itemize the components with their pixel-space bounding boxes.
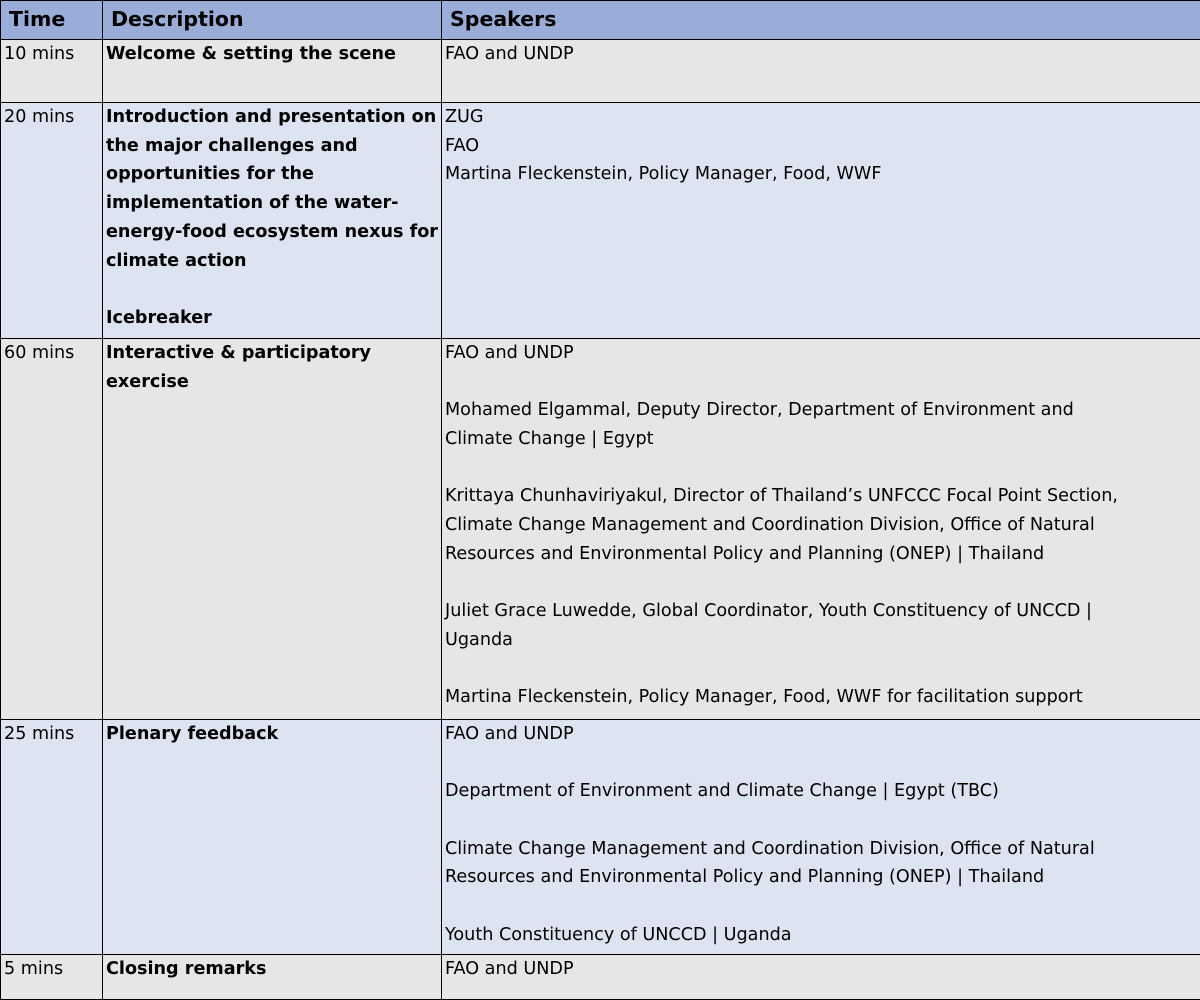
speaker-line: Mohamed Elgammal, Deputy Director, Department of Environment and (445, 396, 1198, 425)
description-line: Welcome & setting the scene (106, 40, 439, 69)
description-cell (103, 103, 442, 339)
speaker-line: Department of Environment and Climate Change | Egypt (TBC) (445, 777, 1198, 806)
description-cell (103, 720, 442, 955)
blank-line (445, 806, 1198, 835)
time-cell: 60 mins (1, 339, 103, 720)
table-row (1, 955, 1200, 1000)
speaker-line: FAO and UNDP (445, 339, 1198, 368)
header-speakers: Speakers (442, 1, 1200, 40)
time-cell: 25 mins (1, 720, 103, 955)
speaker-line: Martina Fleckenstein, Policy Manager, Food, WWF for facilitation support (445, 683, 1198, 712)
description-line: Plenary feedback (106, 720, 439, 749)
speaker-line: FAO and UNDP (445, 40, 1198, 69)
description-line: exercise (106, 368, 439, 397)
description-line: climate action (106, 247, 439, 276)
blank-line (445, 569, 1198, 598)
speaker-line: FAO (445, 132, 1198, 161)
speaker-line: Juliet Grace Luwedde, Global Coordinator, Youth Constituency of UNCCD | (445, 597, 1198, 626)
header-description: Description (103, 1, 442, 40)
blank-line (445, 655, 1198, 684)
description-line: Interactive & participatory (106, 339, 439, 368)
header-time: Time (1, 1, 103, 40)
header-row (1, 1, 1200, 40)
time-cell: 5 mins (1, 955, 103, 1000)
blank-line (445, 749, 1198, 778)
speaker-line: Youth Constituency of UNCCD | Uganda (445, 921, 1198, 950)
description-line: Icebreaker (106, 304, 439, 333)
table-row (1, 339, 1200, 720)
speaker-line: FAO and UNDP (445, 955, 1198, 984)
agenda-body (1, 40, 1200, 1000)
speaker-line: Uganda (445, 626, 1198, 655)
speaker-line: Climate Change | Egypt (445, 425, 1198, 454)
table-row (1, 720, 1200, 955)
description-cell (103, 339, 442, 720)
description-line: energy-food ecosystem nexus for (106, 218, 439, 247)
speakers-cell (442, 103, 1200, 339)
speaker-line: Resources and Environmental Policy and Planning (ONEP) | Thailand (445, 863, 1198, 892)
description-line: opportunities for the (106, 160, 439, 189)
speakers-cell (442, 955, 1200, 1000)
time-cell: 10 mins (1, 40, 103, 103)
speaker-line: Martina Fleckenstein, Policy Manager, Food, WWF (445, 160, 1198, 189)
speaker-line: ZUG (445, 103, 1198, 132)
speakers-cell (442, 339, 1200, 720)
table-row (1, 103, 1200, 339)
description-line: Introduction and presentation on (106, 103, 439, 132)
speaker-line: Climate Change Management and Coordination Division, Office of Natural (445, 511, 1198, 540)
description-line: Closing remarks (106, 955, 439, 984)
speaker-line: Climate Change Management and Coordination Division, Office of Natural (445, 835, 1198, 864)
speakers-cell (442, 40, 1200, 103)
description-cell (103, 40, 442, 103)
speaker-line: FAO and UNDP (445, 720, 1198, 749)
blank-line (445, 454, 1198, 483)
description-line: the major challenges and (106, 132, 439, 161)
table-row (1, 40, 1200, 103)
blank-line (445, 368, 1198, 397)
description-line: implementation of the water- (106, 189, 439, 218)
blank-line (106, 275, 439, 304)
speakers-cell (442, 720, 1200, 955)
speaker-line: Krittaya Chunhaviriyakul, Director of Thailand’s UNFCCC Focal Point Section, (445, 482, 1198, 511)
time-cell: 20 mins (1, 103, 103, 339)
description-cell (103, 955, 442, 1000)
speaker-line: Resources and Environmental Policy and Planning (ONEP) | Thailand (445, 540, 1198, 569)
blank-line (445, 892, 1198, 921)
